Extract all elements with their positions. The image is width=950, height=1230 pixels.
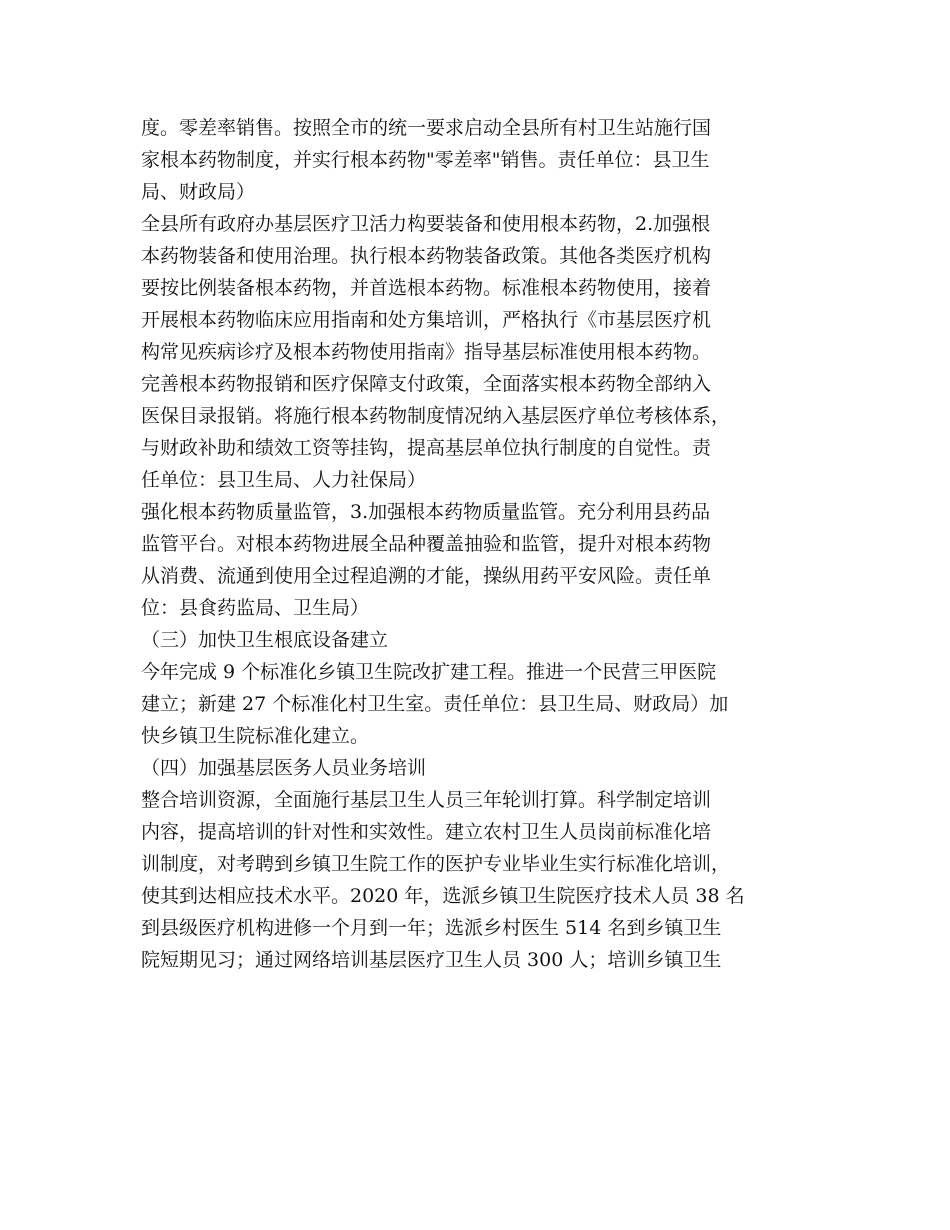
document-body xyxy=(141,112,831,976)
section-heading: （三）加快卫生根底设备建立 xyxy=(141,629,389,651)
text-line: 完善根本药物报销和医疗保障支付政策，全面落实根本药物全部纳入 xyxy=(141,373,712,395)
text-line: 与财政补助和绩效工资等挂钩，提高基层单位执行制度的自觉性。责 xyxy=(141,437,712,459)
text-line: 局、财政局） xyxy=(141,181,256,203)
text-line: 从消费、流通到使用全过程追溯的才能，操纵用药平安风险。责任单 xyxy=(141,565,712,587)
text-line: 监管平台。对根本药物进展全品种覆盖抽验和监管，提升对根本药物 xyxy=(141,533,712,555)
text-line: 本药物装备和使用治理。执行根本药物装备政策。其他各类医疗机构 xyxy=(141,245,712,267)
text-line: 使其到达相应技术水平。2020 年，选派乡镇卫生院医疗技术人员 38 名 xyxy=(141,885,745,907)
text-line: 快乡镇卫生院标准化建立。 xyxy=(141,725,370,747)
text-line: 院短期见习；通过网络培训基层医疗卫生人员 300 人；培训乡镇卫生 xyxy=(141,949,722,971)
text-line: 家根本药物制度，并实行根本药物"零差率"销售。责任单位：县卫生 xyxy=(141,149,710,171)
text-line: 开展根本药物临床应用指南和处方集培训，严格执行《市基层医疗机 xyxy=(141,309,712,331)
text-line: 度。零差率销售。按照全市的统一要求启动全县所有村卫生站施行国 xyxy=(141,117,712,139)
text-line: 强化根本药物质量监管，3.加强根本药物质量监管。充分利用县药品 xyxy=(141,501,711,523)
text-line: 内容，提高培训的针对性和实效性。建立农村卫生人员岗前标准化培 xyxy=(141,821,712,843)
section-heading: （四）加强基层医务人员业务培训 xyxy=(141,757,427,779)
text-line: 要按比例装备根本药物，并首选根本药物。标准根本药物使用，接着 xyxy=(141,277,712,299)
text-line: 医保目录报销。将施行根本药物制度情况纳入基层医疗单位考核体系， xyxy=(141,405,731,427)
text-line: 整合培训资源，全面施行基层卫生人员三年轮训打算。科学制定培训 xyxy=(141,789,712,811)
text-line: 今年完成 9 个标准化乡镇卫生院改扩建工程。推进一个民营三甲医院 xyxy=(141,661,717,683)
text-line: 训制度，对考聘到乡镇卫生院工作的医护专业毕业生实行标准化培训， xyxy=(141,853,731,875)
text-line: 任单位：县卫生局、人力社保局） xyxy=(141,469,427,491)
text-line: 构常见疾病诊疗及根本药物使用指南》指导基层标准使用根本药物。 xyxy=(141,341,712,363)
text-line: 全县所有政府办基层医疗卫活力构要装备和使用根本药物，2.加强根 xyxy=(141,213,711,235)
text-line: 到县级医疗机构进修一个月到一年；选派乡村医生 514 名到乡镇卫生 xyxy=(141,917,722,939)
text-line: 位：县食药监局、卫生局） xyxy=(141,597,370,619)
text-line: 建立；新建 27 个标准化村卫生室。责任单位：县卫生局、财政局）加 xyxy=(141,693,729,715)
